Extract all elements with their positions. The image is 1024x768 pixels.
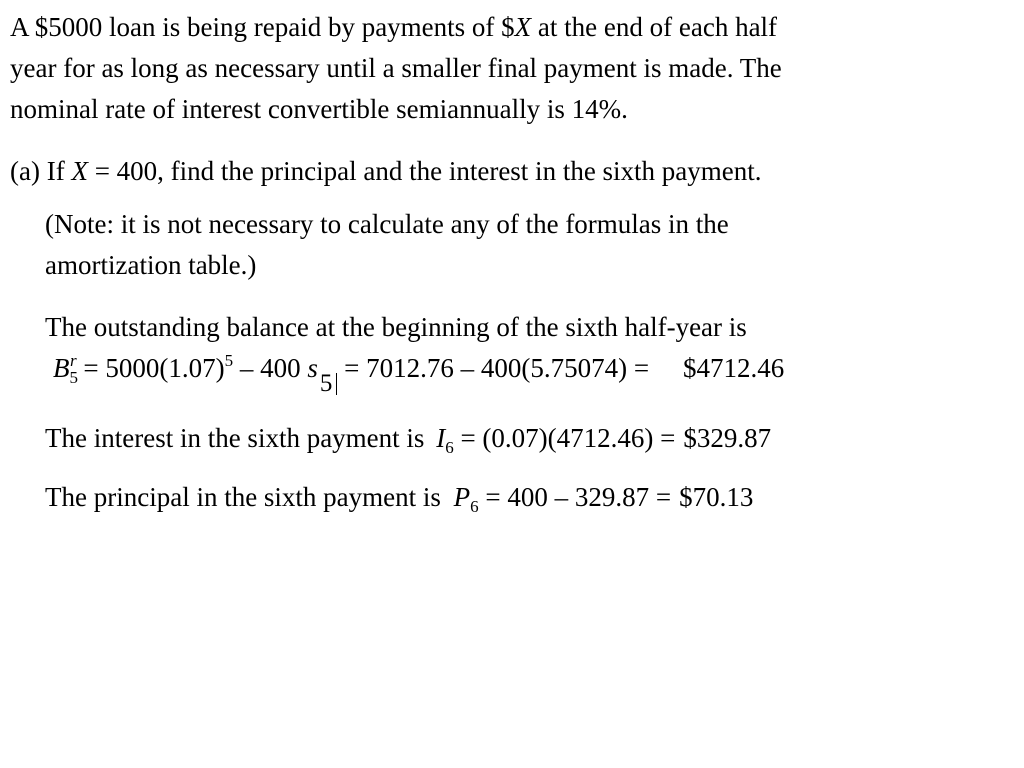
balance-symbol-b: B	[53, 353, 70, 383]
balance-eq-part-3: = 7012.76 – 400(5.75074) =	[337, 353, 650, 383]
principal-equation: = 400 – 329.87 =	[478, 482, 672, 512]
principal-line	[45, 477, 753, 518]
problem-line-3: nominal rate of interest convertible semiannually is 14%.	[10, 94, 628, 124]
annuity-angle-subscript: 5	[320, 373, 338, 395]
principal-symbol-p: P	[453, 482, 471, 512]
interest-result: $329.87	[683, 423, 772, 453]
balance-equation	[53, 348, 785, 397]
balance-intro: The outstanding balance at the beginning of the sixth half-year is	[45, 312, 747, 342]
problem-line-1-post: at the end of each half	[531, 12, 778, 42]
balance-subscript: 5	[69, 368, 78, 387]
annuity-symbol-s: s	[307, 353, 318, 383]
interest-line	[45, 418, 771, 459]
interest-symbol-i: I	[436, 423, 446, 453]
principal-result: $70.13	[679, 482, 754, 512]
balance-eq-part-2: – 400	[233, 353, 308, 383]
problem-line-1	[10, 7, 777, 48]
interest-equation: = (0.07)(4712.46) =	[453, 423, 676, 453]
balance-exponent: 5	[224, 351, 234, 370]
balance-superscript: r	[70, 351, 77, 370]
part-a-pre: (a) If	[10, 156, 72, 186]
note-line-1: (Note: it is not necessary to calculate any of the formulas in the	[45, 209, 729, 239]
problem-line-1-pre: A $5000 loan is being repaid by payments of $	[10, 12, 515, 42]
balance-eq-part-1: = 5000(1.07)	[76, 353, 225, 383]
principal-intro: The principal in the sixth payment is	[45, 482, 448, 512]
part-a-variable-x: X	[71, 156, 88, 186]
balance-result: $4712.46	[683, 353, 785, 383]
interest-subscript: 6	[445, 438, 454, 457]
interest-intro: The interest in the sixth payment is	[45, 423, 432, 453]
note-line-2: amortization table.)	[45, 250, 257, 280]
part-a-question	[10, 151, 762, 192]
variable-x: X	[514, 12, 532, 42]
principal-subscript: 6	[470, 497, 479, 516]
problem-line-2: year for as long as necessary until a smaller final payment is made. The	[10, 53, 782, 83]
part-a-post: = 400, find the principal and the interest in the sixth payment.	[87, 156, 762, 186]
